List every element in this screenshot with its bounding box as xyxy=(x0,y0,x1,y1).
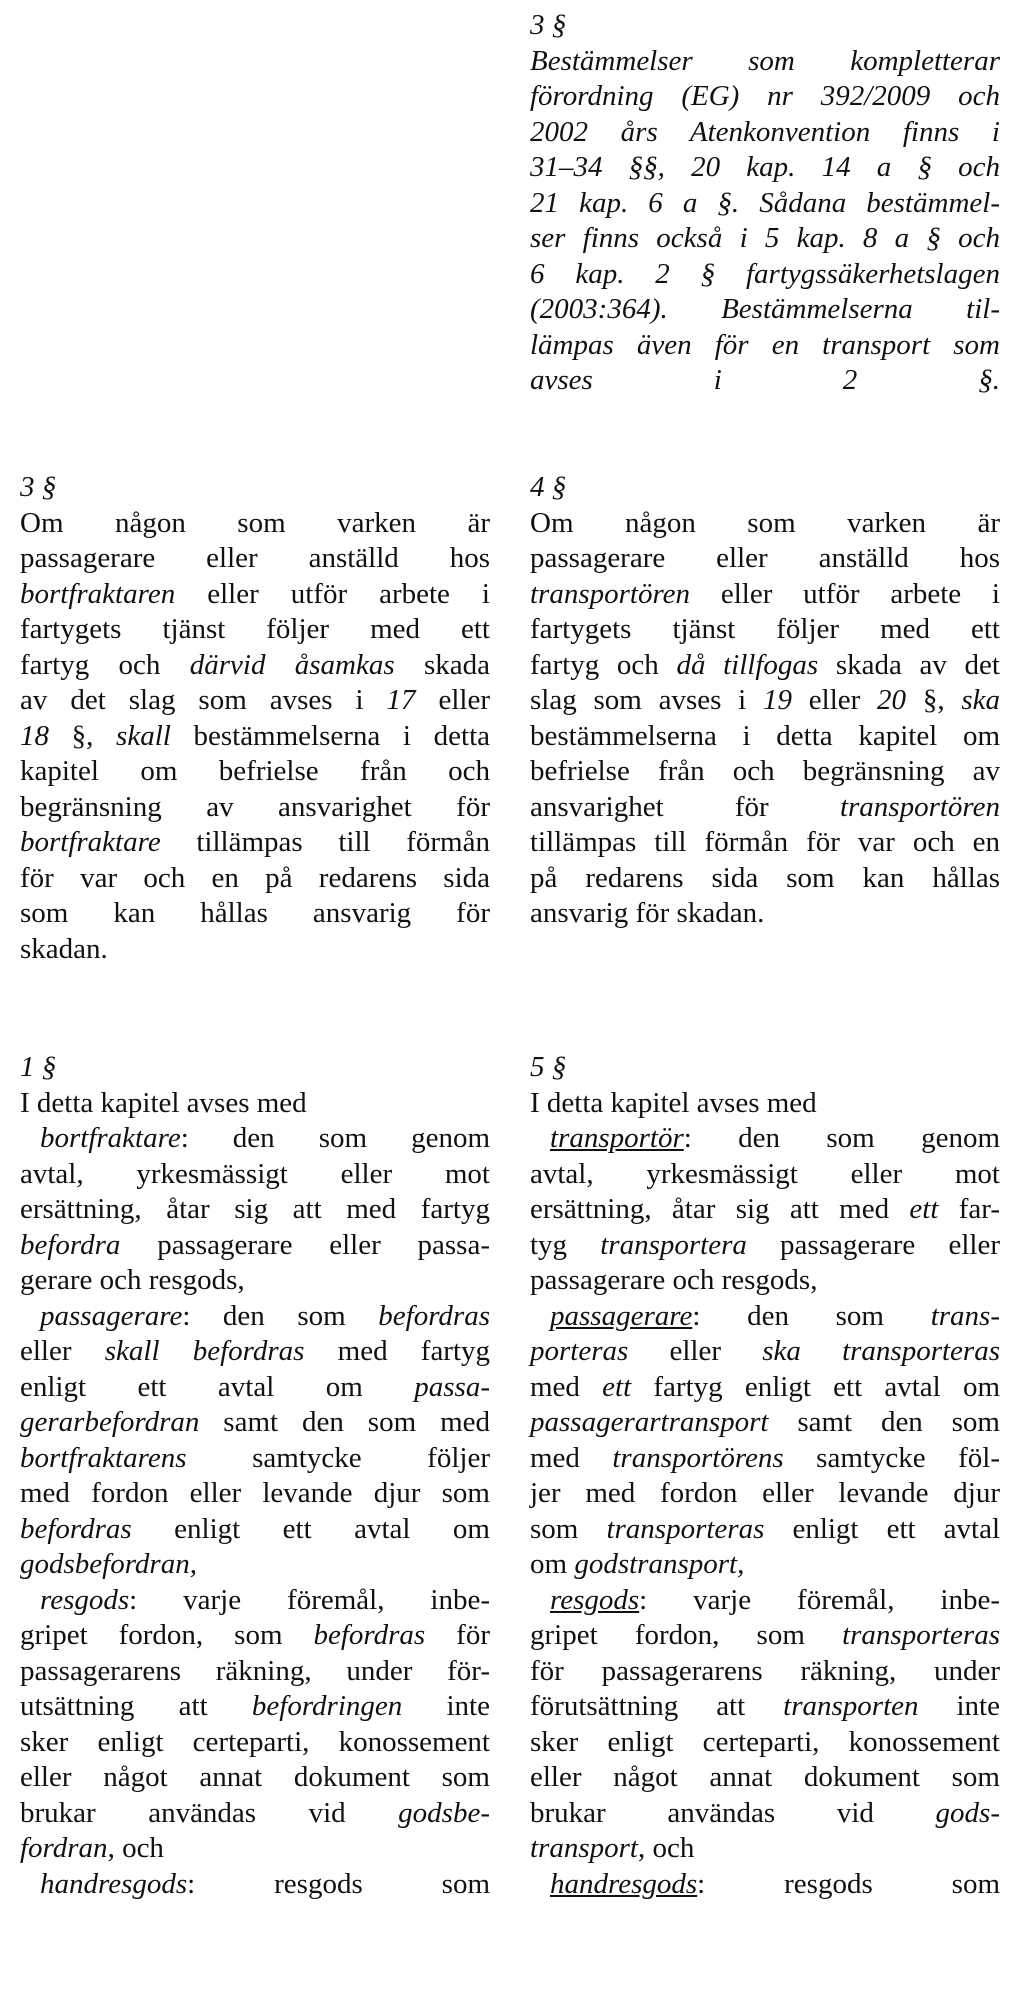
text-line xyxy=(20,1512,490,1548)
body-text: : den som xyxy=(692,1299,931,1332)
text-line xyxy=(530,719,1000,755)
body-text: enligt ett avtal om xyxy=(131,1512,490,1545)
body-text: : resgods som xyxy=(187,1867,490,1900)
body-text: bestämmelserna i detta kapitel om xyxy=(530,719,1000,752)
emphasis-text: bortfraktare xyxy=(40,1122,181,1154)
body-text: befrielse från och begränsning av xyxy=(530,755,1000,787)
body-text: : den som genom xyxy=(180,1122,490,1154)
text-line xyxy=(530,896,1000,932)
text-line xyxy=(20,719,490,755)
emphasis-text: ett xyxy=(602,1370,632,1403)
text-line xyxy=(20,1405,490,1441)
body-text: med fordon eller levande djur som xyxy=(20,1477,490,1509)
body-text: gerare och resgods, xyxy=(20,1264,245,1296)
emphasis-text: skall xyxy=(116,719,171,752)
body-text: avtal, yrkesmässigt eller mot xyxy=(20,1157,490,1190)
emphasis-text: trans- xyxy=(930,1299,1000,1332)
emphasis-text: passagerartransport xyxy=(530,1406,769,1438)
body-text: eller något annat dokument som xyxy=(530,1761,1000,1793)
text-line xyxy=(530,790,1000,826)
text-line xyxy=(20,1831,490,1867)
emphasis-text: ett xyxy=(909,1193,939,1225)
text-line xyxy=(530,1157,1000,1193)
emphasis-text: transporteras xyxy=(842,1619,1000,1651)
body-text: eller utför arbete i xyxy=(175,577,490,610)
text-line xyxy=(20,1299,490,1335)
text-line xyxy=(20,1441,490,1477)
emphasis-text: godsbe- xyxy=(398,1796,490,1829)
text-line xyxy=(530,1831,1000,1867)
text-line xyxy=(20,1583,490,1619)
text-line xyxy=(20,1334,490,1370)
text-line xyxy=(20,1796,490,1832)
body-text: passagerare och resgods, xyxy=(530,1264,818,1296)
body-text: med xyxy=(530,1370,603,1403)
emphasis-text: 6 kap. 2 § fartygssäkerhetslagen xyxy=(530,257,1000,290)
emphasis-text: gods- xyxy=(935,1796,1000,1829)
body-text: far- xyxy=(938,1193,1001,1225)
body-text: för var och en på redarens sida xyxy=(20,861,490,894)
text-line xyxy=(20,1689,490,1725)
body-text: I detta kapitel avses med xyxy=(530,1086,817,1119)
body-text: med xyxy=(530,1441,613,1474)
text-line xyxy=(20,896,490,932)
emphasis-text: 19 xyxy=(763,684,792,716)
block-right-5-paragraf xyxy=(530,1050,1000,1902)
text-line xyxy=(530,1334,1000,1370)
body-text: skadan. xyxy=(20,932,108,965)
body-text: §, xyxy=(49,719,117,752)
body-text: som xyxy=(530,1512,607,1545)
emphasis-text: 2002 års Atenkonvention finns i xyxy=(530,115,1000,148)
body-text: , och xyxy=(107,1832,164,1864)
body-text: fartyg enligt ett avtal om xyxy=(631,1370,1001,1403)
body-text: : varje föremål, inbe- xyxy=(129,1583,490,1616)
text-line xyxy=(530,648,1000,684)
text-line xyxy=(530,683,1000,719)
text-line xyxy=(20,1228,490,1264)
body-text: passagerare eller xyxy=(746,1228,1000,1261)
text-line xyxy=(530,1867,1000,1903)
emphasis-text: förordning (EG) nr 392/2009 och xyxy=(530,80,1000,112)
body-text: sker enligt certeparti, konossement xyxy=(20,1725,490,1758)
emphasis-text: befordras xyxy=(313,1619,426,1651)
emphasis-text: handresgods xyxy=(550,1867,698,1900)
body-text: eller xyxy=(415,684,490,716)
emphasis-text: godstransport, xyxy=(574,1548,745,1580)
text-line xyxy=(530,1121,1000,1157)
text-line xyxy=(530,1476,1000,1512)
text-line xyxy=(530,577,1000,613)
emphasis-text: passa- xyxy=(414,1370,490,1403)
emphasis-text: då tillfogas xyxy=(676,648,819,681)
text-line xyxy=(530,861,1000,897)
emphasis-text: bortfraktarens xyxy=(20,1441,187,1474)
text-line xyxy=(530,1512,1000,1548)
emphasis-text: transport xyxy=(530,1832,638,1864)
emphasis-text: 20 xyxy=(877,684,907,716)
body-text: fartygets tjänst följer med ett xyxy=(530,613,1000,645)
body-text: samt den som med xyxy=(199,1406,490,1438)
emphasis-text: ska xyxy=(961,684,1000,716)
emphasis-text: transporten xyxy=(783,1690,919,1722)
body-text: brukar användas vid xyxy=(530,1796,936,1829)
block-right-3-kompletterande xyxy=(530,8,1000,399)
emphasis-text: passagerare xyxy=(550,1299,693,1332)
text-line xyxy=(20,1370,490,1406)
body-text: eller xyxy=(628,1335,763,1367)
text-line xyxy=(530,1405,1000,1441)
body-text: eller utför arbete i xyxy=(690,577,1000,610)
text-line xyxy=(20,1867,490,1903)
emphasis-text: porteras xyxy=(530,1335,629,1367)
paragraph-heading: 3 § xyxy=(20,471,57,503)
emphasis-text: resgods xyxy=(550,1583,640,1616)
block-left-3-paragraf xyxy=(20,470,490,967)
text-line xyxy=(20,1547,490,1583)
emphasis-text: gerarbefordran xyxy=(20,1406,200,1438)
text-line xyxy=(20,1725,490,1761)
body-text: på redarens sida som kan hållas xyxy=(530,861,1000,894)
body-text: brukar användas vid xyxy=(20,1796,399,1829)
body-text: passagerare eller passa- xyxy=(120,1228,490,1261)
body-text: avtal, yrkesmässigt eller mot xyxy=(530,1157,1000,1190)
emphasis-text: handresgods xyxy=(40,1867,188,1900)
body-text: enligt ett avtal xyxy=(764,1512,1001,1545)
text-line xyxy=(20,790,490,826)
emphasis-text: transportören xyxy=(530,577,691,610)
text-line xyxy=(20,825,490,861)
text-line xyxy=(530,1228,1000,1264)
body-text: tillämpas till förmån för var och en xyxy=(530,826,1000,858)
text-line xyxy=(530,754,1000,790)
body-text: : den som genom xyxy=(683,1122,1000,1154)
body-text: : resgods som xyxy=(697,1867,1000,1900)
block-left-1-paragraf xyxy=(20,1050,490,1902)
text-line xyxy=(530,1441,1000,1477)
body-text: begränsning av ansvarighet för xyxy=(20,790,490,823)
text-line xyxy=(20,1086,490,1122)
text-line xyxy=(530,1725,1000,1761)
paragraph-heading: 4 § xyxy=(530,471,567,503)
body-text: fartyg och xyxy=(20,648,190,681)
emphasis-text: därvid åsamkas xyxy=(189,648,395,681)
emphasis-text: transportör xyxy=(550,1122,684,1154)
body-text: Om någon som varken är xyxy=(20,506,490,539)
body-text: I detta kapitel avses med xyxy=(20,1086,307,1119)
emphasis-text: Bestämmelser som kompletterar xyxy=(530,44,1000,77)
text-line xyxy=(530,1760,1000,1796)
body-text: för xyxy=(425,1619,490,1651)
text-line xyxy=(20,612,490,648)
text-line xyxy=(20,1476,490,1512)
emphasis-text: befordringen xyxy=(251,1690,403,1722)
body-text: kapitel om befrielse från och xyxy=(20,755,490,787)
body-text: jer med fordon eller levande djur xyxy=(530,1477,1000,1509)
emphasis-text: avses i 2 §. xyxy=(530,364,1000,396)
body-text: skada xyxy=(394,648,490,681)
text-line xyxy=(20,1618,490,1654)
emphasis-text: 21 kap. 6 a §. Sådana bestämmel- xyxy=(530,186,1000,219)
text-line xyxy=(530,1299,1000,1335)
text-line xyxy=(530,1086,1000,1122)
emphasis-text: befordras xyxy=(378,1299,490,1332)
text-line xyxy=(530,363,1000,399)
text-line xyxy=(530,1583,1000,1619)
body-text: inte xyxy=(918,1690,1000,1722)
emphasis-text: transportörens xyxy=(612,1441,784,1474)
body-text: eller xyxy=(20,1335,105,1367)
emphasis-text: (2003:364). Bestämmelserna til- xyxy=(530,293,1000,325)
body-text: , och xyxy=(637,1832,695,1864)
paragraph-heading: 3 § xyxy=(530,9,567,41)
body-text: eller xyxy=(792,684,878,716)
body-text: bestämmelserna i detta xyxy=(170,719,490,752)
text-line xyxy=(530,825,1000,861)
body-text: ansvarig för skadan. xyxy=(530,897,765,929)
emphasis-text: 18 xyxy=(20,719,49,752)
text-line xyxy=(530,221,1000,257)
body-text: tillämpas till förmån xyxy=(160,826,490,858)
text-line xyxy=(530,1796,1000,1832)
body-text: ersättning, åtar sig att med fartyg xyxy=(20,1193,490,1225)
text-line xyxy=(530,328,1000,364)
emphasis-text: ser finns också i 5 kap. 8 a § och xyxy=(530,222,1000,254)
text-line xyxy=(20,1263,490,1299)
body-text: eller något annat dokument som xyxy=(20,1761,490,1793)
text-line xyxy=(530,1547,1000,1583)
emphasis-text: transportera xyxy=(600,1228,747,1261)
emphasis-text: resgods xyxy=(40,1583,130,1616)
body-text: passagerare eller anställd hos xyxy=(530,542,1000,574)
body-text: med fartyg xyxy=(304,1335,491,1367)
text-line xyxy=(530,292,1000,328)
body-text: utsättning att xyxy=(20,1690,252,1722)
text-line xyxy=(20,1192,490,1228)
body-text: som kan hållas ansvarig för xyxy=(20,897,490,929)
text-line xyxy=(530,186,1000,222)
body-text: för passagerarens räkning, under xyxy=(530,1654,1000,1687)
body-text: samt den som xyxy=(768,1406,1000,1438)
emphasis-text: ska transporteras xyxy=(762,1335,1000,1367)
text-line xyxy=(530,1370,1000,1406)
text-line xyxy=(20,932,490,968)
block-right-4-paragraf xyxy=(530,470,1000,932)
text-line xyxy=(530,1263,1000,1299)
body-text: slag som avses i xyxy=(530,684,763,716)
body-text: fartyg och xyxy=(530,648,677,681)
emphasis-text: fordran xyxy=(20,1832,108,1864)
text-line xyxy=(530,612,1000,648)
body-text: : den som xyxy=(182,1299,379,1332)
text-line xyxy=(530,1618,1000,1654)
text-line xyxy=(20,1654,490,1690)
emphasis-text: 31–34 §§, 20 kap. 14 a § och xyxy=(530,151,1000,183)
text-line xyxy=(530,115,1000,151)
body-text: om xyxy=(530,1548,575,1580)
paragraph-heading: 5 § xyxy=(530,1051,567,1083)
body-text: samtycke följer xyxy=(186,1441,490,1474)
emphasis-text: skall befordras xyxy=(104,1335,305,1367)
emphasis-text: lämpas även för en transport som xyxy=(530,328,1000,361)
emphasis-text: bortfraktaren xyxy=(20,577,176,610)
text-line xyxy=(20,1157,490,1193)
text-line xyxy=(20,541,490,577)
body-text: §, xyxy=(906,684,962,716)
text-line xyxy=(530,541,1000,577)
body-text: sker enligt certeparti, konossement xyxy=(530,1725,1000,1758)
text-line xyxy=(530,79,1000,115)
emphasis-text: befordra xyxy=(20,1228,121,1261)
text-line xyxy=(530,44,1000,80)
emphasis-text: befordras xyxy=(20,1512,132,1545)
body-text: ansvarighet för xyxy=(530,790,840,823)
text-line xyxy=(530,1654,1000,1690)
text-line xyxy=(530,150,1000,186)
text-line xyxy=(20,506,490,542)
text-line xyxy=(530,257,1000,293)
body-text: inte xyxy=(402,1690,490,1722)
body-text: enligt ett avtal om xyxy=(20,1370,415,1403)
body-text: : varje föremål, inbe- xyxy=(639,1583,1000,1616)
emphasis-text: godsbefordran, xyxy=(20,1548,197,1580)
body-text: fartygets tjänst följer med ett xyxy=(20,613,490,645)
text-line xyxy=(530,1192,1000,1228)
body-text: gripet fordon, som xyxy=(530,1619,843,1651)
body-text: ersättning, åtar sig att med xyxy=(530,1193,910,1225)
text-line xyxy=(20,1121,490,1157)
body-text: förutsättning att xyxy=(530,1690,784,1722)
emphasis-text: 17 xyxy=(386,684,416,716)
body-text: skada av det xyxy=(818,648,1000,681)
emphasis-text: transportören xyxy=(839,790,1000,823)
body-text: tyg xyxy=(530,1228,601,1261)
text-line xyxy=(20,683,490,719)
text-line xyxy=(20,1760,490,1796)
text-line xyxy=(20,648,490,684)
emphasis-text: transporteras xyxy=(606,1512,765,1545)
paragraph-heading: 1 § xyxy=(20,1051,57,1083)
body-text: gripet fordon, som xyxy=(20,1619,314,1651)
body-text: passagerare eller anställd hos xyxy=(20,542,490,574)
text-line xyxy=(20,861,490,897)
body-text: samtycke föl- xyxy=(783,1441,1000,1474)
body-text: passagerarens räkning, under för- xyxy=(20,1654,490,1687)
emphasis-text: passagerare xyxy=(40,1299,183,1332)
text-line xyxy=(20,577,490,613)
body-text: av det slag som avses i xyxy=(20,684,387,716)
text-line xyxy=(530,1689,1000,1725)
text-line xyxy=(530,506,1000,542)
emphasis-text: bortfraktare xyxy=(20,826,161,858)
text-line xyxy=(20,754,490,790)
body-text: Om någon som varken är xyxy=(530,506,1000,539)
